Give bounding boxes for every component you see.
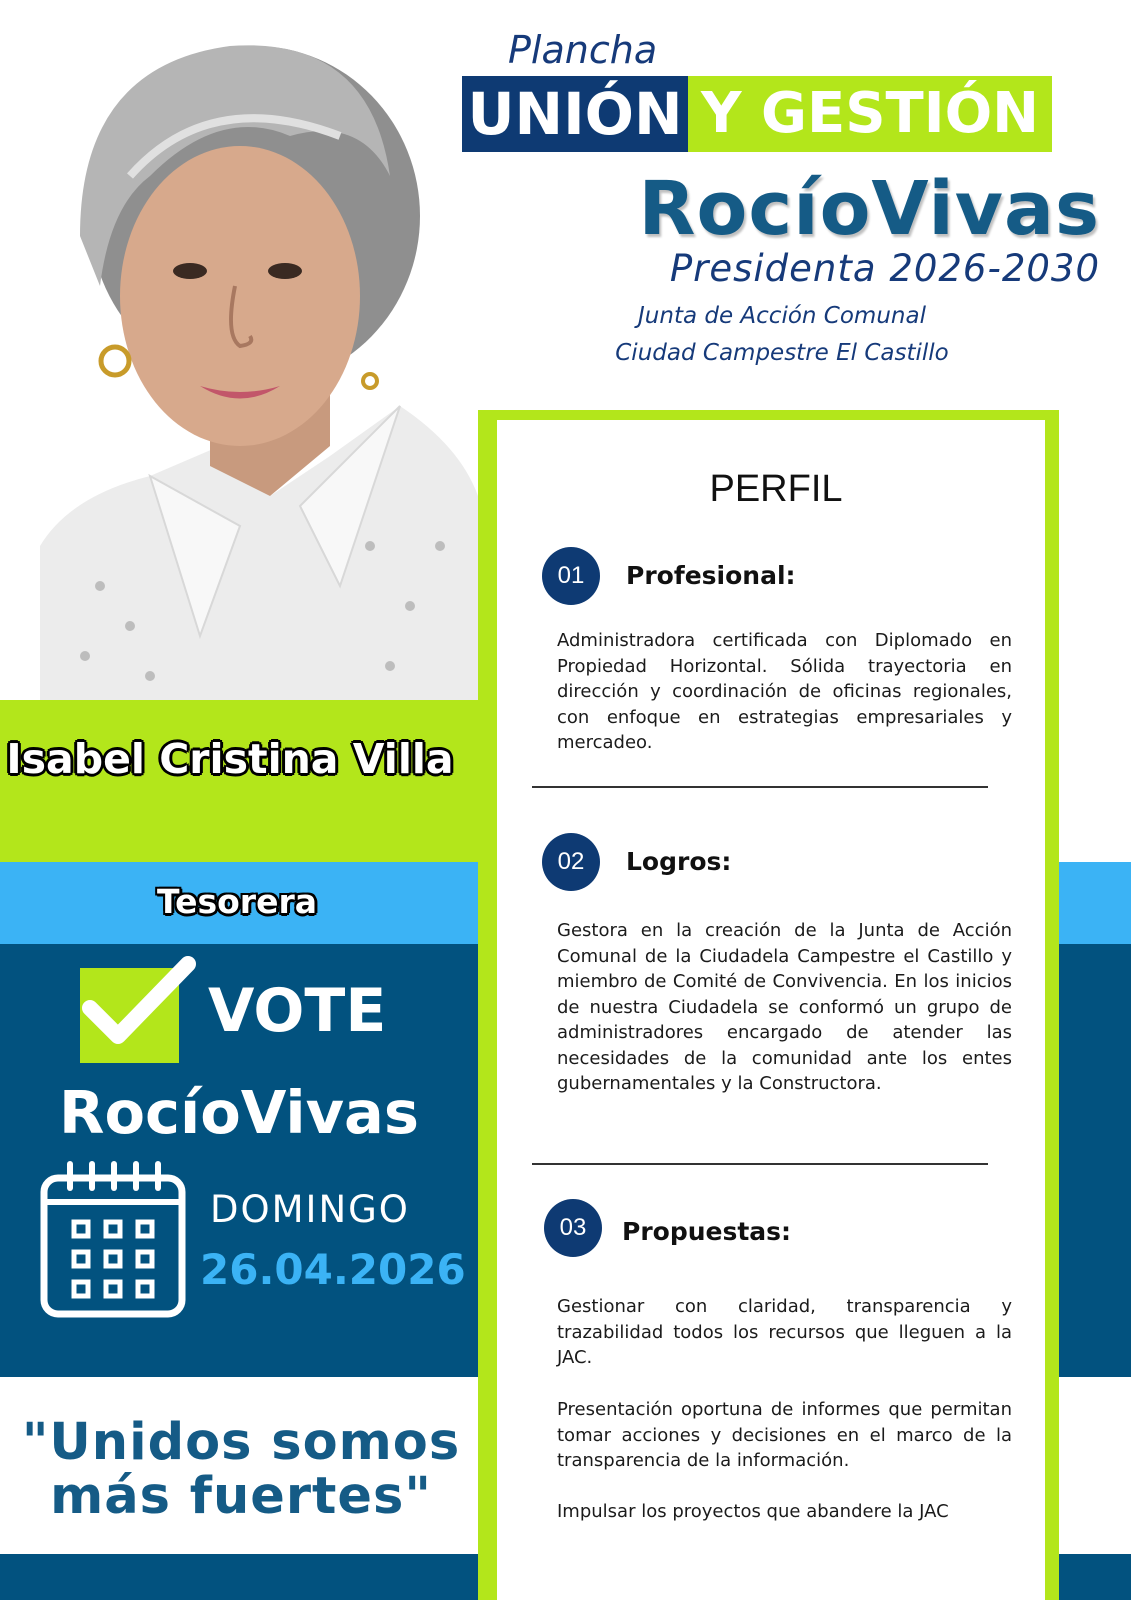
section-paragraph: Impulsar los proyectos que abandere la JAC — [557, 1501, 949, 1522]
election-date: 26.04.2026 — [200, 1245, 466, 1294]
section-title: Propuestas: — [622, 1217, 792, 1246]
member-role: Tesorera — [156, 882, 318, 921]
section-divider — [532, 786, 988, 788]
organization-line-2: Ciudad Campestre El Castillo — [615, 340, 949, 366]
calendar-icon — [40, 1160, 186, 1320]
role-band-right — [1059, 862, 1131, 944]
profile-title: PERFIL — [709, 468, 843, 510]
vote-candidate-name: RocíoVivas — [59, 1078, 419, 1147]
section-paragraph: Presentación oportuna de informes que permitan tomar acciones y decisiones en el marco de la transparencia de la información. — [557, 1399, 1012, 1471]
list-name-part1: UNIÓN — [462, 76, 688, 152]
member-name: Isabel Cristina Villa — [6, 735, 454, 783]
candidate-role: Presidenta 2026-2030 — [669, 247, 1100, 290]
list-name-part2: Y GESTIÓN — [688, 76, 1052, 152]
section-number-badge: 02 — [542, 833, 600, 891]
section-number-badge: 01 — [542, 547, 600, 605]
section-title: Logros: — [626, 847, 732, 876]
section-paragraph: Gestionar con claridad, transparencia y trazabilidad todos los recursos que lleguen a la JAC. — [557, 1296, 1012, 1368]
plancha-label: Plancha — [508, 28, 658, 72]
candidate-photo — [40, 26, 478, 700]
vote-panel-right — [1059, 944, 1131, 1377]
section-paragraph: Administradora certificada con Diplomado en Propiedad Horizontal. Sólida trayectoria en dirección y coordinación de oficinas regionales, con enfoque en estrategias empresariales y mercadeo. — [557, 630, 1012, 753]
election-day: DOMINGO — [210, 1188, 410, 1231]
section-paragraph: Gestora en la creación de la Junta de Acción Comunal de la Ciudadela Campestre el Castillo y miembro de Comité de Convivencia. En los inicios de nuestra Ciudadela se conformó un grupo de administradores encargado de atender las necesidades de la comunidad ante los entes gubernamentales y la Constructora. — [557, 920, 1012, 1094]
section-divider — [532, 1163, 988, 1165]
slogan: "Unidos somos más fuertes" — [21, 1413, 461, 1526]
section-title: Profesional: — [626, 561, 796, 590]
section-number-badge: 03 — [544, 1199, 602, 1257]
candidate-name: RocíoVivas — [638, 166, 1100, 252]
organization-line-1: Junta de Acción Comunal — [638, 303, 926, 329]
vote-label: VOTE — [208, 976, 387, 1046]
checkmark-icon — [78, 956, 198, 1056]
